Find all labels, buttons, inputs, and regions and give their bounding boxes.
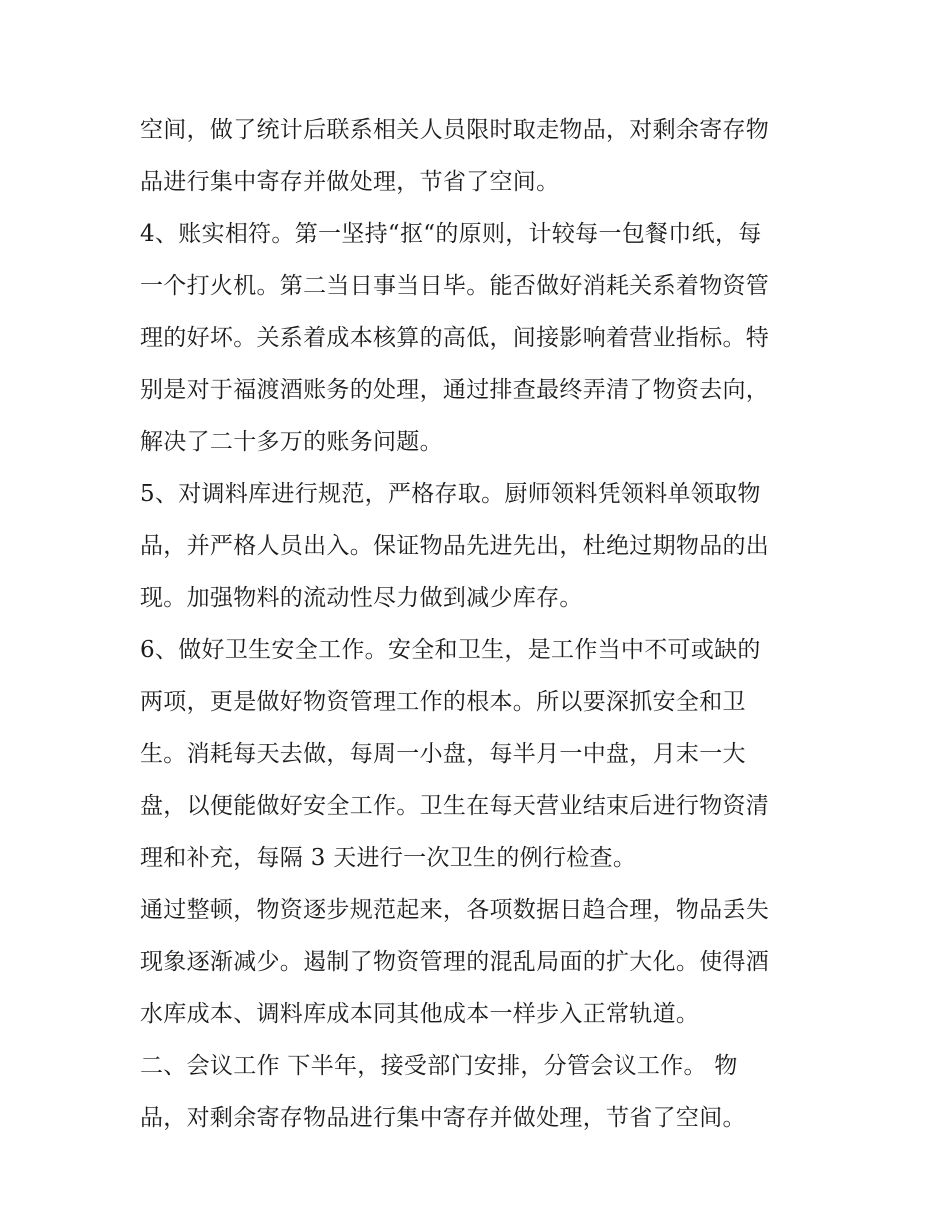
text-line: 现象逐渐减少。遏制了物资管理的混乱局面的扩大化。使得酒 xyxy=(140,949,770,975)
text-line: 别是对于福渡酒账务的处理，通过排查最终弄清了物资去向， xyxy=(140,377,770,403)
text-line: 通过整顿，物资逐步规范起来，各项数据日趋合理，物品丢失 xyxy=(140,897,770,923)
text-line: 品，对剩余寄存物品进行集中寄存并做处理，节省了空间。 xyxy=(140,1105,746,1131)
text-line: 5、对调料库进行规范，严格存取。厨师领料凭领料单领取物 xyxy=(140,481,761,507)
text-line: 生。消耗每天去做，每周一小盘，每半月一中盘，月末一大 xyxy=(140,741,746,767)
text-line: 盘，以便能做好安全工作。卫生在每天营业结束后进行物资清 xyxy=(140,793,770,819)
text-line: 空间，做了统计后联系相关人员限时取走物品，对剩余寄存物 xyxy=(140,117,770,143)
document-body xyxy=(140,104,820,1144)
text-line: 解决了二十多万的账务问题。 xyxy=(140,429,443,455)
text-line: 品，并严格人员出入。保证物品先进先出，杜绝过期物品的出 xyxy=(140,533,770,559)
text-line: 一个打火机。第二当日事当日毕。能否做好消耗关系着物资管 xyxy=(140,273,770,299)
text-line: 二、会议工作 下半年，接受部门安排，分管会议工作。 物 xyxy=(140,1053,738,1079)
text-line: 品进行集中寄存并做处理，节省了空间。 xyxy=(140,169,560,195)
text-line: 两项，更是做好物资管理工作的根本。所以要深抓安全和卫 xyxy=(140,689,746,715)
text-line: 现。加强物料的流动性尽力做到减少库存。 xyxy=(140,585,583,611)
text-line: 理和补充，每隔 3 天进行一次卫生的例行检查。 xyxy=(140,845,637,871)
text-line: 理的好坏。关系着成本核算的高低，间接影响着营业指标。特 xyxy=(140,325,770,351)
text-line: 水库成本、调料库成本同其他成本一样步入正常轨道。 xyxy=(140,1001,700,1027)
text-line: 6、做好卫生安全工作。安全和卫生，是工作当中不可或缺的 xyxy=(140,637,761,663)
text-line: 4、账实相符。第一坚持“抠“的原则，计较每一包餐巾纸，每 xyxy=(140,221,762,247)
